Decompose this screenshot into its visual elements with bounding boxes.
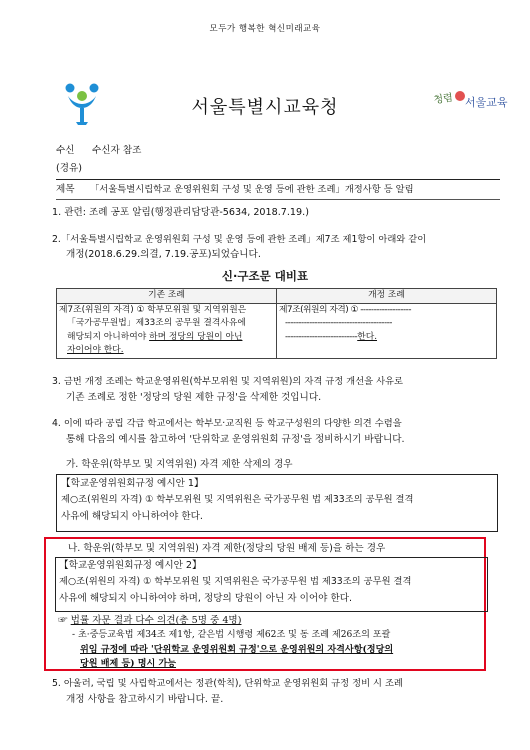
slogan: 모두가 행복한 혁신미래교육 — [209, 24, 321, 34]
new-line: ---------------------------------------- — [285, 318, 392, 328]
item-2-line2: 개정(2018.6.29.의결, 7.19.공포)되었습니다. — [66, 249, 261, 260]
old-provision-cell — [57, 303, 277, 358]
integrity-slogan-logo — [432, 82, 508, 116]
note-line-2: 위임 규정에 따라 '단위학교 운영위원회 규정'으로 운영위원의 자격사항(정당의 — [80, 644, 394, 655]
divider — [56, 199, 500, 200]
table-header-row — [57, 289, 497, 304]
column-header-old: 기존 조례 — [57, 289, 277, 304]
item-1: 1. 관련: 조례 공포 알림(행정관리담당관-5634, 2018.7.19.) — [52, 207, 309, 218]
example-1-box — [56, 474, 498, 532]
example-2-label: 【학교운영위원회규정 예시안 2】 — [59, 560, 202, 571]
highlighted-example-2-box — [44, 537, 486, 671]
item-3-line1: 3. 금번 개정 조례는 학교운영위원(학부모위원 및 지역위원)의 자격 규정 개선을 사유로 — [52, 376, 404, 387]
note-line-1: - 초·중등교육법 제34조 제1항, 같은법 시행령 제62조 및 동 조례 제26조의 포괄 — [72, 630, 391, 640]
old-line: 제7조(위원의 자격) ① 학부모위원 및 지역위원은 — [59, 304, 247, 315]
new-line: 제7조(위원의 자격) ① ------------------- — [279, 304, 412, 315]
comparison-table-title: 신·구조문 대비표 — [221, 269, 309, 283]
item-3-line2: 기존 조례로 정한 '정당의 당원 제한 규정'을 삭제한 것입니다. — [66, 392, 322, 403]
column-header-new: 개정 조례 — [277, 289, 497, 304]
organization-name: 서울특별시교육청 — [191, 97, 339, 118]
old-line: 「국가공무원법」제33조의 공무원 결격사유에 — [67, 318, 246, 328]
deleted-phrase: 하며 정당의 당원이 아닌 — [149, 331, 243, 342]
old-line-part: 해당되지 아니하여야 — [67, 331, 150, 342]
deleted-phrase: 자이어야 한다. — [67, 345, 124, 355]
item-4-line2: 통해 다음의 예시를 참고하여 '단위학교 운영위원회 규정'을 정비하시기 바랍니다. — [66, 434, 405, 445]
note-line-3: 당원 배제 등) 명시 가능 — [80, 658, 177, 669]
example-2-heading: 나. 학운위(학부모 및 지역위원) 자격 제한(정당의 당원 배제 등)을 하는 경우 — [68, 543, 386, 554]
example-2-line2: 사유에 해당되지 아니하여야 하며, 정당의 당원이 아닌 자 이어야 한다. — [59, 593, 353, 604]
new-line — [279, 331, 494, 345]
recipient-value: 수신자 참조 — [92, 145, 142, 156]
svg-text:서울교육: 서울교육 — [465, 96, 508, 109]
via-line: (경유) — [56, 163, 83, 174]
amended-phrase: 한다. — [357, 331, 378, 342]
item-5-line1: 5. 아울러, 국립 및 사립학교에서는 정관(학칙), 단위학교 운영위원회 규정 정비 시 조례 — [52, 678, 403, 689]
svg-text:청렴: 청렴 — [432, 92, 454, 107]
old-line — [59, 331, 274, 345]
item-2-line1: 2.「서울특별시립학교 운영위원회 구성 및 운영 등에 관한 조례」제7조 제1항이 아래와 같이 — [52, 234, 427, 245]
example-2-line1: 제○조(위원의 자격) ① 학부모위원 및 지역위원은 국가공무원 법 제33조의 공무원 결격 — [59, 576, 412, 587]
comparison-table — [56, 288, 497, 359]
item-5-line2: 개정 사항을 참고하시기 바랍니다. 끝. — [66, 694, 224, 705]
subject-label: 제목 — [56, 184, 75, 195]
new-line-part: --------------------------- — [285, 331, 358, 342]
note-title-text: 법률 자문 결과 다수 의견(총 5명 중 4명) — [70, 615, 242, 626]
example-2-box — [55, 557, 488, 612]
example-1-heading: 가. 학운위(학부모 및 지역위원) 자격 제한 삭제의 경우 — [66, 459, 293, 470]
item-4-line1: 4. 이에 따라 공립 각급 학교에서는 학부모·교직원 등 학교구성원의 다양한 의견 수렴을 — [52, 418, 402, 429]
example-1-line1: 제○조(위원의 자격) ① 학부모위원 및 지역위원은 국가공무원 법 제33조의 공무원 결격 — [61, 494, 414, 505]
pointing-hand-icon: ☞ — [58, 615, 68, 626]
example-1-line2: 사유에 해당되지 아니하여야 한다. — [61, 511, 203, 522]
subject-value: 「서울특별시립학교 운영위원회 구성 및 운영 등에 관한 조례」개정사항 등 알림 — [90, 184, 414, 195]
divider — [56, 179, 500, 180]
legal-advice-note-title — [58, 614, 241, 628]
recipient-label: 수신 — [56, 145, 75, 156]
new-provision-cell — [277, 303, 497, 358]
table-row — [57, 303, 497, 358]
example-1-label: 【학교운영위원회규정 예시안 1】 — [61, 478, 204, 489]
